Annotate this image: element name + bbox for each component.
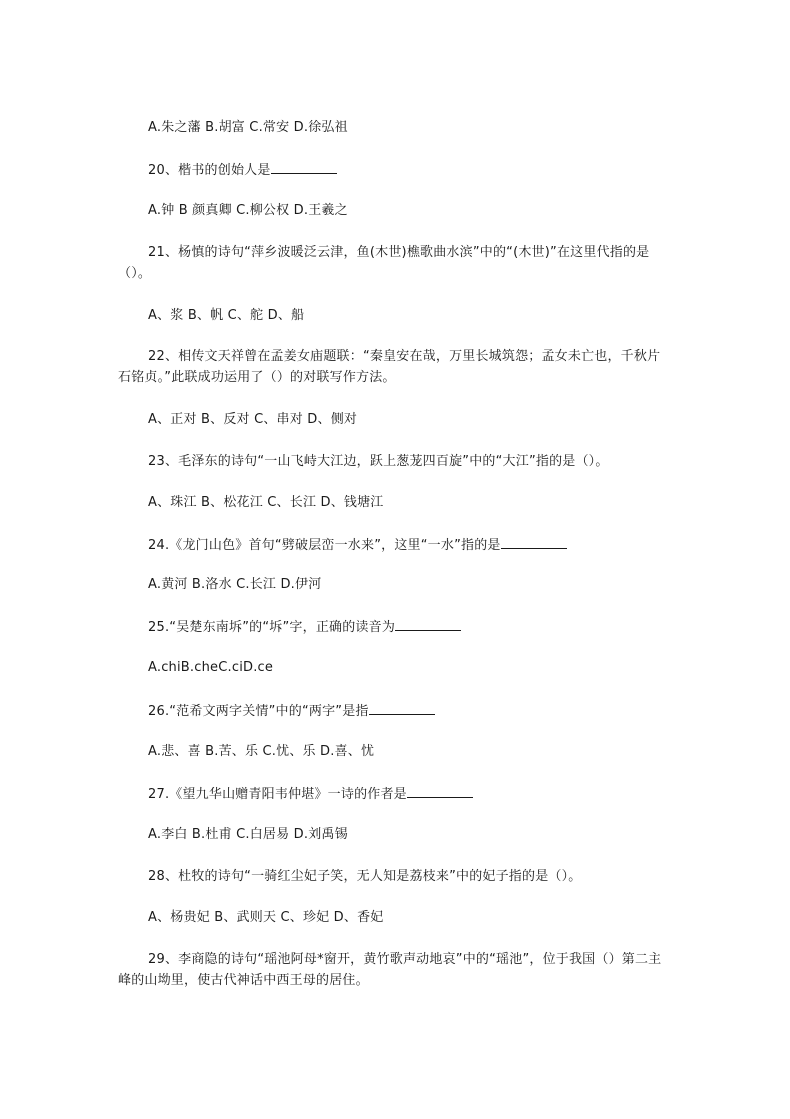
question-26 [148,700,435,722]
question-24 [148,534,567,556]
question-24-text: 24.《龙门山色》首句“劈破层峦一水来”，这里“一水”指的是 [148,538,501,553]
answer-options-22: A、正对 B、反对 C、串对 D、侧对 [148,412,358,427]
question-27-text: 27.《望九华山赠青阳韦仲堪》一诗的作者是 [148,787,407,802]
answer-blank [501,534,567,549]
answer-options-28: A、杨贵妃 B、武则天 C、珍妃 D、香妃 [148,910,384,925]
question-23: 23、毛泽东的诗句“一山飞峙大江边，跃上葱茏四百旋”中的“大江”指的是（）。 [148,454,609,469]
answer-options-27: A.李白 B.杜甫 C.白居易 D.刘禹锡 [148,827,348,842]
answer-options-19: A.朱之藩 B.胡富 C.常安 D.徐弘祖 [148,120,348,135]
question-26-text: 26.“范希文两字关情”中的“两字”是指 [148,704,369,719]
answer-options-24: A.黄河 B.洛水 C.长江 D.伊河 [148,577,322,592]
answer-options-20: A.钟 B 颜真卿 C.柳公权 D.王羲之 [148,203,348,218]
question-28: 28、杜牧的诗句“一骑红尘妃子笑，无人知是荔枝来”中的妃子指的是（）。 [148,869,582,884]
question-20-text: 20、楷书的创始人是 [148,163,271,178]
answer-options-26: A.悲、喜 B.苦、乐 C.忧、乐 D.喜、忧 [148,744,375,759]
answer-options-23: A、珠江 B、松花江 C、长江 D、钱塘江 [148,495,384,510]
question-22: 22、相传文天祥曾在孟姜女庙题联：“秦皇安在哉，万里长城筑怨；孟女未亡也，千秋片石铭贞。”此联成功运用了（）的对联写作方法。 [118,349,661,385]
question-29: 29、李商隐的诗句“瑶池阿母*窗开，黄竹歌声动地哀”中的“瑶池”，位于我国（）第二主峰的山坳里，使古代神话中西王母的居住。 [118,952,662,988]
answer-blank [395,616,461,631]
answer-options-21: A、浆 B、帆 C、舵 D、船 [148,308,305,323]
answer-options-25: A.chiB.cheC.ciD.ce [148,660,274,675]
answer-blank [407,783,473,798]
answer-blank [271,159,337,174]
question-27 [148,783,473,805]
answer-blank [369,700,435,715]
question-20 [148,159,337,181]
question-25 [148,616,461,638]
question-21: 21、杨慎的诗句“萍乡波暖泛云津，鱼(木世)樵歌曲水滨”中的“(木世)”在这里代指的是（）。 [118,245,650,281]
question-25-text: 25.“吴楚东南坼”的“坼”字，正确的读音为 [148,620,396,635]
